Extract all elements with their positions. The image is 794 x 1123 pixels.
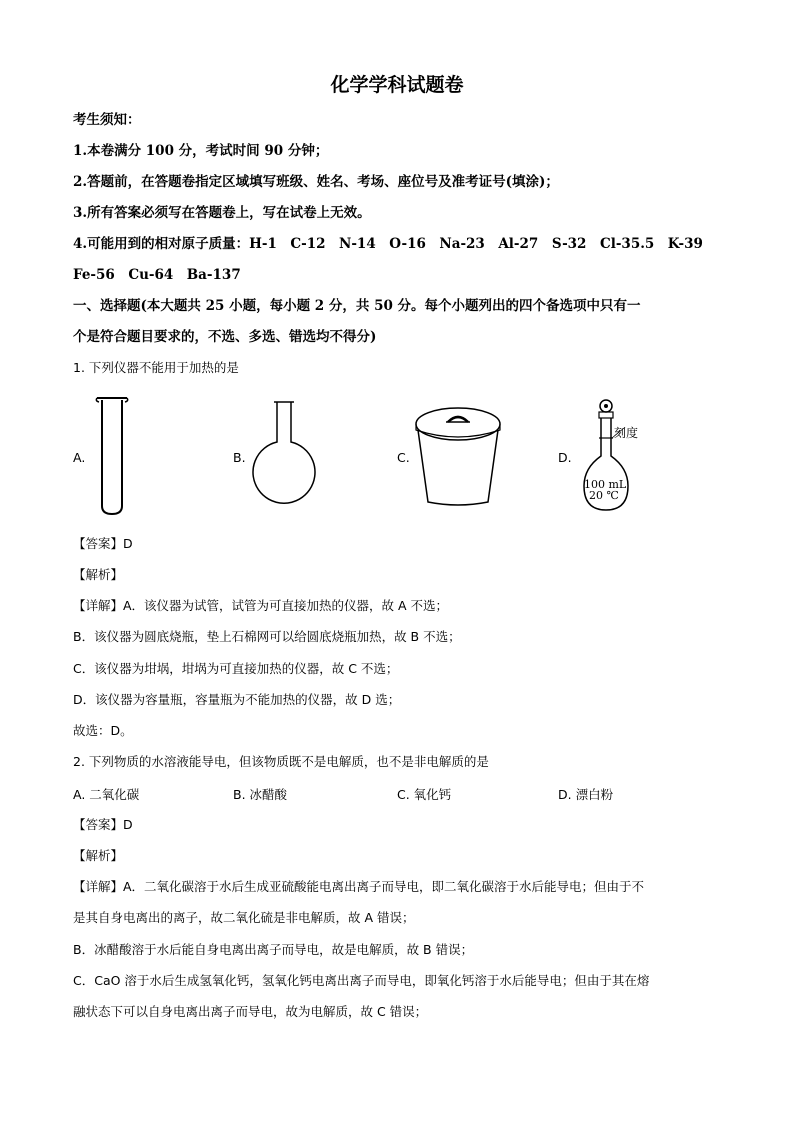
notice-item: 1.本卷满分 100 分，考试时间 90 分钟；	[73, 143, 329, 159]
section-heading: 一、选择题(本大题共 25 小题，每小题 2 分，共 50 分。每个小题列出的四个备选项中只有一	[73, 298, 641, 314]
flask-mark-label: 刻度	[614, 426, 639, 440]
notice-heading: 考生须知：	[73, 112, 141, 128]
option-b-label: B.	[233, 450, 246, 465]
test-tube-image	[95, 394, 131, 516]
q2-detail-line: 融状态下可以自身电离出离子而导电，故为电解质，故 C 错误；	[73, 1004, 428, 1019]
crucible-image	[410, 404, 506, 508]
section-heading-cont: 个是符合题目要求的，不选、多选、错选均不得分)	[73, 329, 377, 345]
notice-item: 4.可能用到的相对原子质量：H-1 C-12 N-14 O-16 Na-23 Al-27 S-32 Cl-35.5 K-39	[73, 236, 703, 252]
q1-detail-line: B．该仪器为圆底烧瓶，垫上石棉网可以给圆底烧瓶加热，故 B 不选；	[73, 629, 461, 644]
option-c-label: C.	[397, 450, 410, 465]
notice-item: 2.答题前，在答题卷指定区域填写班级、姓名、考场、座位号及准考证号(填涂)；	[73, 174, 559, 190]
page-title: 化学学科试题卷	[330, 74, 464, 96]
q2-detail-line: C．CaO 溶于水后生成氢氧化钙，氢氧化钙电离出离子而导电，即氧化钙溶于水后能导电；但由于其在熔	[73, 973, 650, 988]
flask-volume-label: 100 mL	[584, 478, 627, 491]
notice-item: Fe-56 Cu-64 Ba-137	[73, 267, 241, 283]
q2-choice-c: C. 氧化钙	[397, 787, 452, 802]
q1-conclusion: 故选：D。	[73, 723, 133, 738]
q1-answer: 【答案】D	[73, 536, 133, 551]
flask-temp-label: 20 ℃	[589, 489, 619, 502]
option-a-label: A.	[73, 450, 86, 465]
option-d-label: D.	[558, 450, 572, 465]
q1-detail-line: D．该仪器为容量瓶，容量瓶为不能加热的仪器，故 D 选；	[73, 692, 401, 707]
q1-analysis-label: 【解析】	[73, 567, 124, 582]
q2-choice-a: A. 二氧化碳	[73, 787, 140, 802]
q1-detail-line: 【详解】A．该仪器为试管，试管为可直接加热的仪器，故 A 不选；	[73, 598, 449, 613]
notice-item: 3.所有答案必须写在答题卷上，写在试卷上无效。	[73, 205, 371, 221]
q2-detail-line: 【详解】A．二氧化碳溶于水后生成亚硫酸能电离出离子而导电，即二氧化碳溶于水后能导电；但由于不	[73, 879, 645, 894]
q2-detail-line: 是其自身电离出的离子，故二氧化硫是非电解质，故 A 错误；	[73, 910, 415, 925]
question-1-stem: 1. 下列仪器不能用于加热的是	[73, 360, 239, 375]
q2-choice-b: B. 冰醋酸	[233, 787, 288, 802]
q2-detail-line: B．冰醋酸溶于水后能自身电离出离子而导电，故是电解质，故 B 错误；	[73, 942, 474, 957]
q2-choice-d: D. 漂白粉	[558, 787, 614, 802]
q2-analysis-label: 【解析】	[73, 848, 124, 863]
round-bottom-flask-image	[250, 398, 320, 508]
q1-detail-line: C．该仪器为坩埚，坩埚为可直接加热的仪器，故 C 不选；	[73, 661, 399, 676]
q2-answer: 【答案】D	[73, 817, 133, 832]
question-2-stem: 2. 下列物质的水溶液能导电，但该物质既不是电解质，也不是非电解质的是	[73, 754, 489, 769]
